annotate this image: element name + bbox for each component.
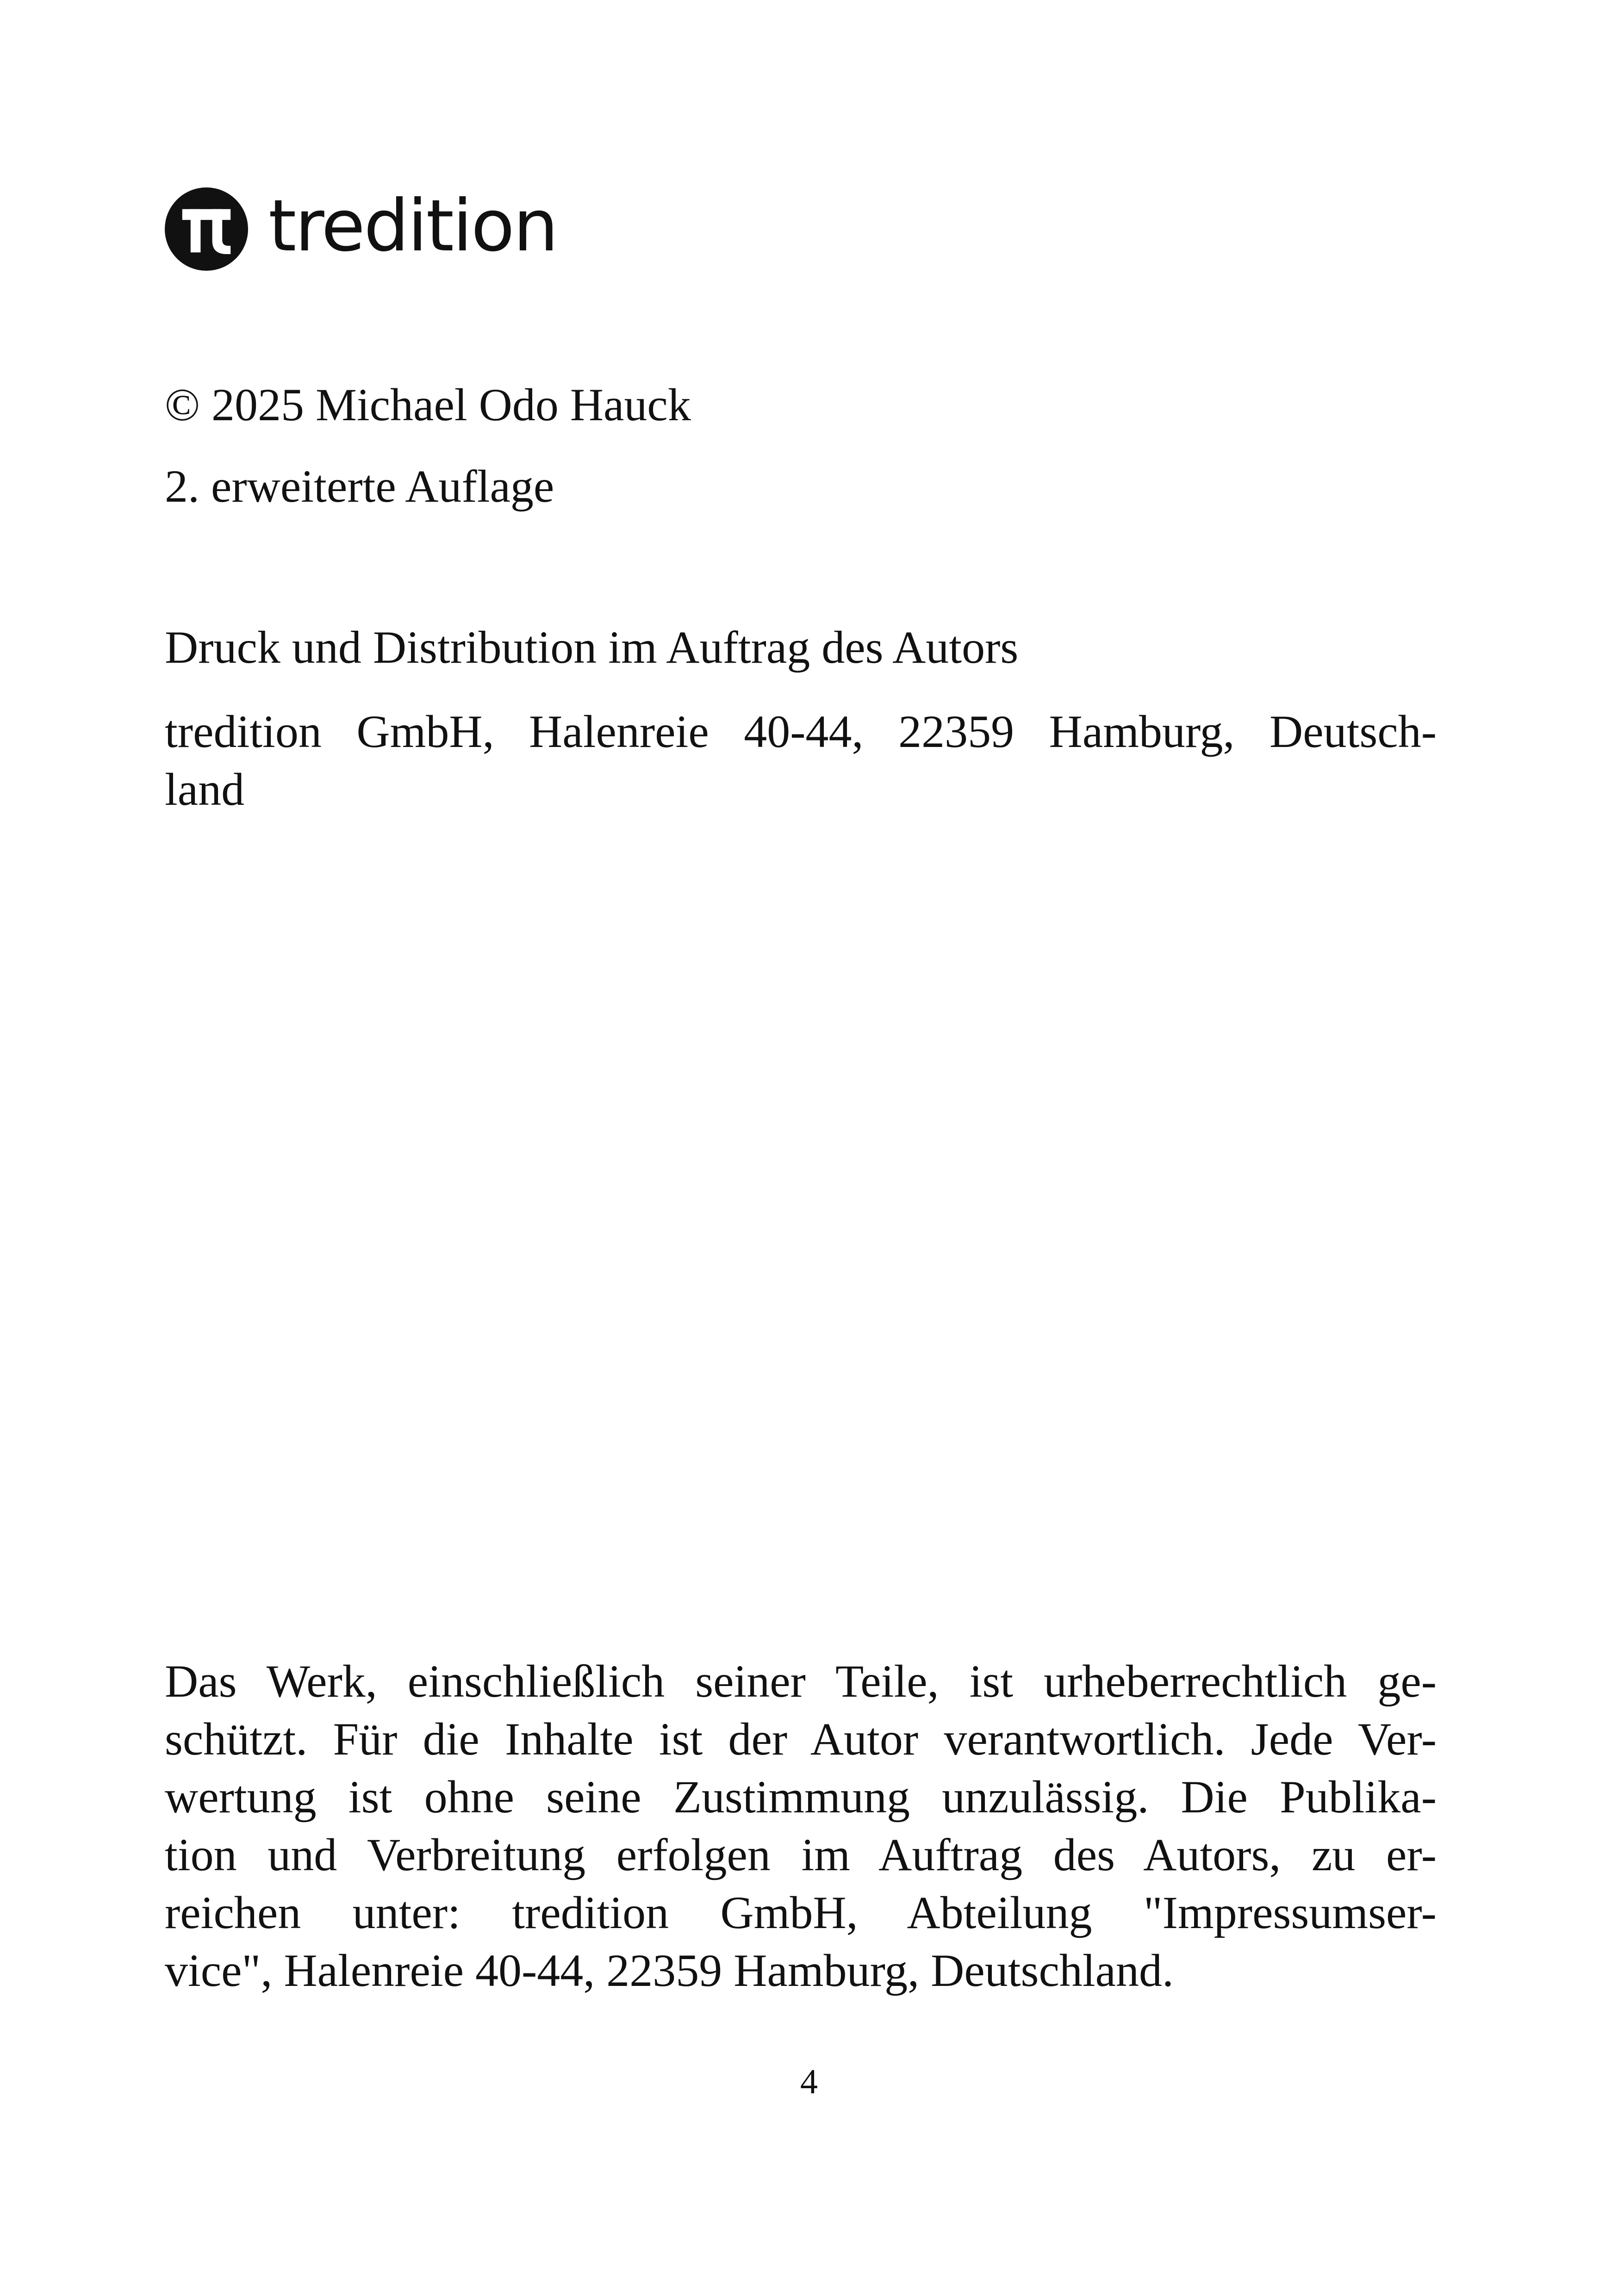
distribution-address-line: tredition GmbH, Halenreie 40-44, 22359 Hamburg, Deutsch-	[165, 706, 1437, 757]
edition-line: 2. erweiterte Auflage	[165, 460, 554, 512]
distribution-heading: Druck und Distribution im Auftrag des Autors	[165, 622, 1019, 673]
page-number: 4	[800, 2062, 818, 2101]
publisher-logo	[165, 187, 557, 271]
copyright-line: © 2025 Michael Odo Hauck	[165, 379, 691, 430]
legal-notice-line: tion und Verbreitung erfolgen im Auftrag des Autors, zu er-	[165, 1829, 1437, 1880]
legal-notice-line: schützt. Für die Inhalte ist der Autor verantwortlich. Jede Ver-	[165, 1713, 1437, 1765]
legal-notice-line: wertung ist ohne seine Zustimmung unzulässig. Die Publika-	[165, 1771, 1437, 1823]
distribution-address-line: land	[165, 764, 245, 815]
tredition-t-icon	[165, 187, 248, 271]
publisher-name: tredition	[268, 185, 557, 268]
legal-notice-line: Das Werk, einschließlich seiner Teile, ist urheberrechtlich ge-	[165, 1655, 1437, 1707]
legal-notice-line: reichen unter: tredition GmbH, Abteilung "Impressumser-	[165, 1887, 1437, 1938]
legal-notice-line: vice", Halenreie 40-44, 22359 Hamburg, Deutschland.	[165, 1945, 1174, 1996]
